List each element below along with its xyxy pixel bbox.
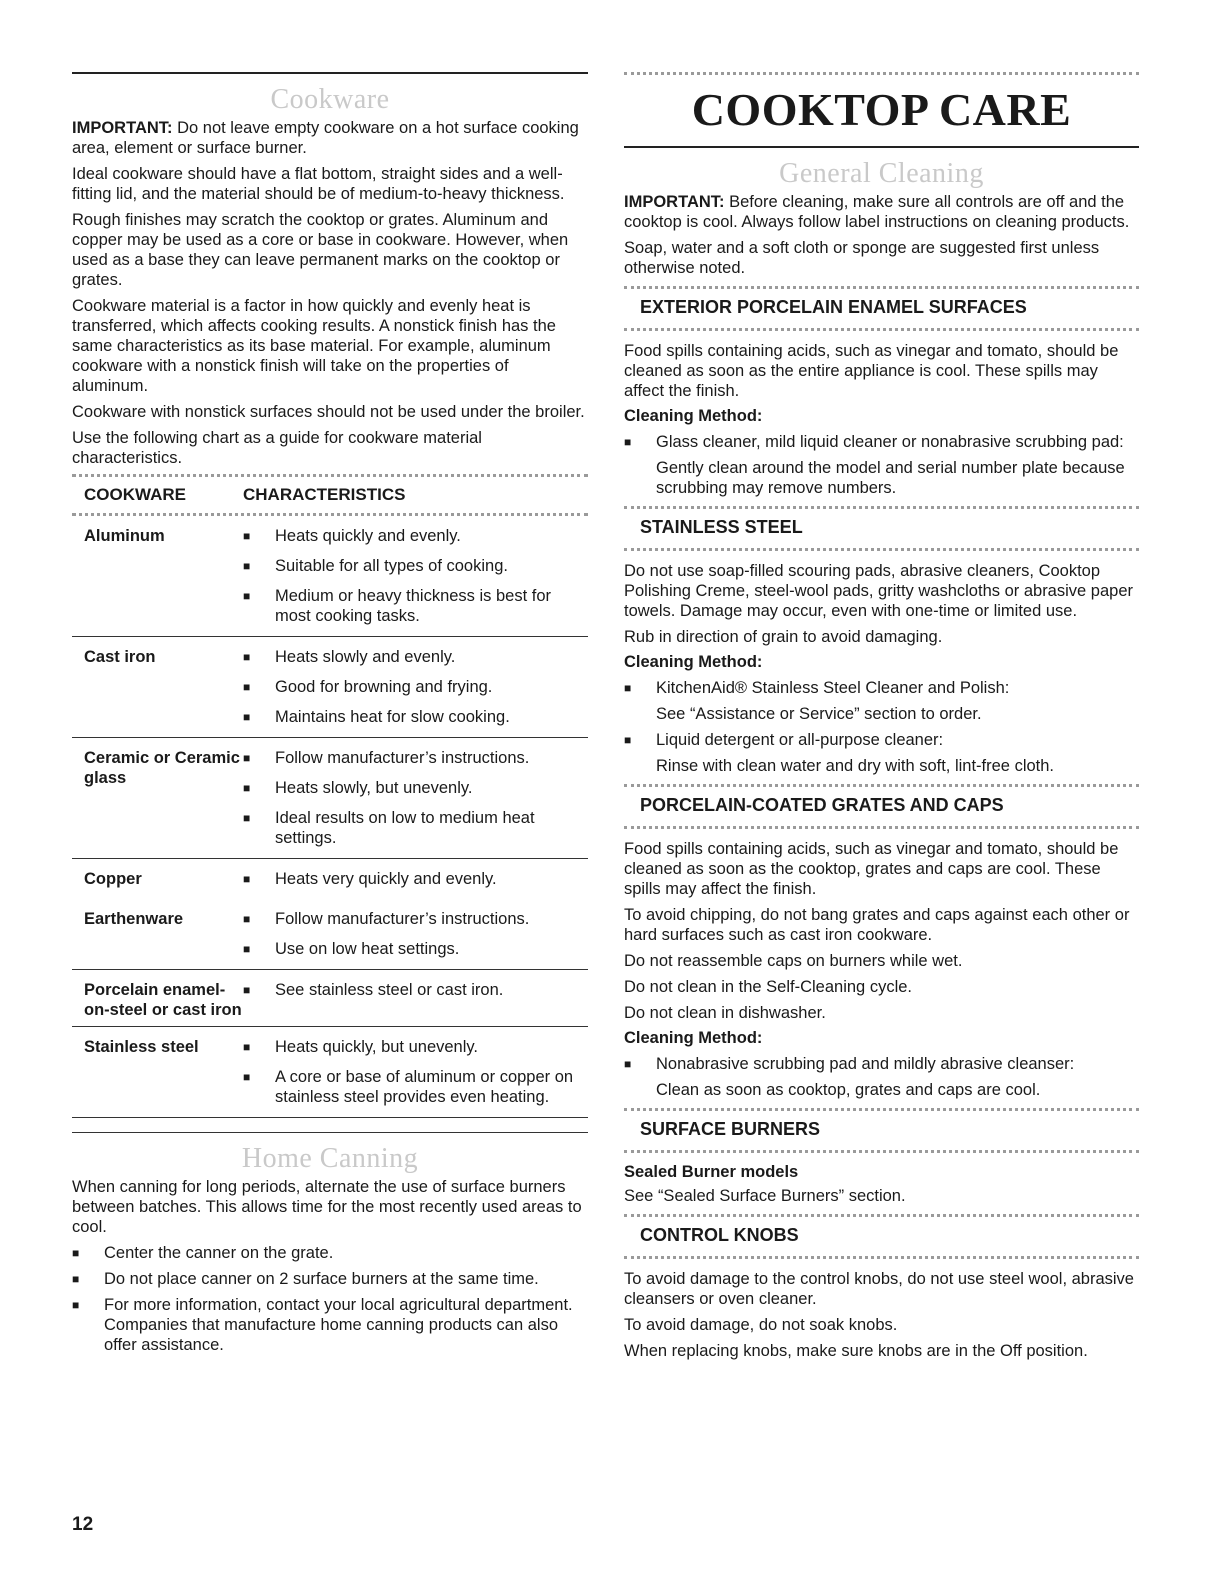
canning-bullet: ■ Do not place canner on 2 surface burners at the same time.	[72, 1269, 588, 1289]
characteristic-item: ■ Ideal results on low to medium heat settings.	[243, 808, 588, 848]
table-row	[72, 1027, 588, 1118]
section-rule	[624, 286, 1139, 289]
top-rule	[72, 72, 588, 74]
knobs-section	[624, 1214, 1139, 1259]
characteristics-list	[243, 1037, 588, 1111]
exterior-paragraph: Food spills containing acids, such as vinegar and tomato, should be cleaned as soon as the entire appliance is cool. These spills may affect the finish.	[624, 342, 1119, 400]
table-row	[72, 970, 588, 1027]
stainless-note: Rinse with clean water and dry with soft, lint-free cloth.	[656, 757, 1055, 775]
cleaning-method-label: Cleaning Method:	[624, 1029, 763, 1047]
important-label: IMPORTANT:	[624, 193, 725, 211]
section-rule	[624, 548, 1139, 551]
canning-paragraph: When canning for long periods, alternate the use of surface burners between batches. This allows time for the most recently used areas to cool.	[72, 1178, 582, 1236]
canning-title: Home Canning	[241, 1143, 419, 1174]
important-label: IMPORTANT:	[72, 119, 173, 137]
section-rule	[624, 328, 1139, 331]
header-cookware: COOKWARE	[84, 485, 186, 504]
grates-paragraph: Do not reassemble caps on burners while wet.	[624, 952, 963, 970]
stainless-paragraph: Rub in direction of grain to avoid damaging.	[624, 628, 943, 646]
table-row	[72, 738, 588, 859]
section-rule	[624, 784, 1139, 787]
grates-paragraph: Food spills containing acids, such as vinegar and tomato, should be cleaned as soon as the cooktop, grates and caps are cool. These spills may affect the finish.	[624, 840, 1119, 898]
cookware-paragraph: Ideal cookware should have a flat bottom, straight sides and a well-fitting lid, and the material should be of medium-to-heavy thickness.	[72, 165, 565, 203]
material-name: Aluminum	[84, 527, 165, 545]
manual-page	[72, 72, 1154, 1552]
characteristic-item: ■ Medium or heavy thickness is best for most cooking tasks.	[243, 586, 588, 626]
table-row	[72, 637, 588, 738]
top-rule-right	[624, 72, 1139, 75]
characteristic-item: ■ Good for browning and frying.	[243, 677, 588, 697]
burners-paragraph: See “Sealed Surface Burners” section.	[624, 1187, 906, 1205]
page-title: COOKTOP CARE	[691, 84, 1072, 135]
canning-bullet: ■ Center the canner on the grate.	[72, 1243, 588, 1263]
material-name: Cast iron	[84, 648, 156, 666]
characteristic-item: ■ Heats quickly and evenly.	[243, 526, 588, 546]
section-rule	[624, 826, 1139, 829]
grates-note: Clean as soon as cooktop, grates and caps are cool.	[656, 1081, 1041, 1099]
knobs-paragraph: To avoid damage to the control knobs, do not use steel wool, abrasive cleansers or oven cleaner.	[624, 1270, 1134, 1308]
grates-section	[624, 784, 1139, 829]
sealed-burner-label: Sealed Burner models	[624, 1163, 799, 1181]
material-name: Copper	[84, 870, 142, 888]
characteristic-item: ■ Suitable for all types of cooking.	[243, 556, 588, 576]
grates-paragraph: Do not clean in dishwasher.	[624, 1004, 826, 1022]
burners-heading: SURFACE BURNERS	[640, 1119, 821, 1139]
material-name: Porcelain enamel-on-steel or cast iron	[84, 981, 242, 1019]
general-important	[624, 192, 1139, 232]
table-row	[72, 899, 588, 970]
stainless-note: See “Assistance or Service” section to order.	[656, 705, 982, 723]
canning-bullet: ■ For more information, contact your local agricultural department. Companies that manufacture home canning products can also offer assistance.	[72, 1295, 588, 1355]
exterior-heading: EXTERIOR PORCELAIN ENAMEL SURFACES	[640, 297, 1027, 317]
characteristics-list	[243, 526, 588, 630]
section-rule	[624, 1256, 1139, 1259]
grates-paragraph: Do not clean in the Self-Cleaning cycle.	[624, 978, 912, 996]
knobs-heading: CONTROL KNOBS	[640, 1225, 799, 1245]
general-cleaning-title: General Cleaning	[779, 158, 984, 189]
section-rule	[624, 1214, 1139, 1217]
cookware-paragraph: Cookware material is a factor in how quickly and evenly heat is transferred, which affects cooking results. A nonstick finish has the same characteristics as its base material. For example, aluminum cookware with a nonstick finish will take on the properties of aluminum.	[72, 297, 556, 395]
table-row	[72, 516, 588, 637]
grates-bullet: ■ Nonabrasive scrubbing pad and mildly abrasive cleanser:	[624, 1054, 1139, 1074]
characteristics-list	[243, 647, 588, 731]
section-rule	[624, 1108, 1139, 1111]
stainless-heading: STAINLESS STEEL	[640, 517, 803, 537]
cookware-paragraph: Use the following chart as a guide for cookware material characteristics.	[72, 429, 482, 467]
table-header	[72, 477, 588, 513]
knobs-paragraph: When replacing knobs, make sure knobs are in the Off position.	[624, 1342, 1088, 1360]
page-number: 12	[72, 1514, 94, 1535]
important-text: Do not leave empty cookware on a hot surface cooking area, element or surface burner.	[72, 119, 579, 157]
exterior-bullet: ■ Glass cleaner, mild liquid cleaner or nonabrasive scrubbing pad:	[624, 432, 1139, 452]
grates-paragraph: To avoid chipping, do not bang grates and caps against each other or hard surfaces such as cast iron cookware.	[624, 906, 1130, 944]
characteristics-list	[243, 980, 588, 1020]
burners-section	[624, 1108, 1139, 1153]
characteristic-item: ■ A core or base of aluminum or copper on stainless steel provides even heating.	[243, 1067, 588, 1107]
cookware-table	[72, 474, 588, 1118]
table-row	[72, 859, 588, 899]
characteristic-item: ■ Heats slowly, but unevenly.	[243, 778, 588, 798]
stainless-section	[624, 506, 1139, 551]
characteristics-list	[243, 869, 588, 893]
grates-heading: PORCELAIN-COATED GRATES AND CAPS	[640, 795, 1004, 815]
material-name: Earthenware	[84, 910, 184, 928]
material-name: Ceramic or Ceramic glass	[84, 749, 240, 787]
exterior-section	[624, 286, 1139, 331]
knobs-paragraph: To avoid damage, do not soak knobs.	[624, 1316, 898, 1334]
cookware-paragraph: Rough finishes may scratch the cooktop or grates. Aluminum and copper may be used as a core or base in cookware. However, when used as a base they can leave permanent marks on the cooktop or grates.	[72, 211, 569, 289]
important-text: Before cleaning, make sure all controls are off and the cooktop is cool. Always follow label instructions on cleaning products.	[624, 193, 1130, 231]
cleaning-method-label: Cleaning Method:	[624, 407, 763, 425]
stainless-bullet: ■ Liquid detergent or all-purpose cleaner:	[624, 730, 1139, 750]
characteristic-item: ■ Follow manufacturer’s instructions.	[243, 748, 588, 768]
characteristic-item: ■ Heats quickly, but unevenly.	[243, 1037, 588, 1057]
stainless-paragraph: Do not use soap-filled scouring pads, abrasive cleaners, Cooktop Polishing Creme, steel-wool pads, gritty washcloths or abrasive paper towels. Damage may occur, even with one-time or limited use.	[624, 562, 1133, 620]
characteristics-list	[243, 748, 588, 852]
cookware-title: Cookware	[270, 84, 390, 115]
characteristic-item: ■ Follow manufacturer’s instructions.	[243, 909, 588, 929]
cookware-important	[72, 118, 588, 158]
characteristic-item: ■ Heats slowly and evenly.	[243, 647, 588, 667]
characteristic-item: ■ Use on low heat settings.	[243, 939, 588, 959]
title-rule	[624, 146, 1139, 148]
characteristic-item: ■ Heats very quickly and evenly.	[243, 869, 588, 889]
general-paragraph: Soap, water and a soft cloth or sponge are suggested first unless otherwise noted.	[624, 239, 1100, 277]
cookware-paragraph: Cookware with nonstick surfaces should not be used under the broiler.	[72, 403, 585, 421]
section-rule	[624, 506, 1139, 509]
stainless-bullet: ■ KitchenAid® Stainless Steel Cleaner and Polish:	[624, 678, 1139, 698]
characteristics-list	[243, 909, 588, 963]
characteristic-item: ■ Maintains heat for slow cooking.	[243, 707, 588, 727]
characteristic-item: ■ See stainless steel or cast iron.	[243, 980, 588, 1000]
cleaning-method-label: Cleaning Method:	[624, 653, 763, 671]
header-characteristics: CHARACTERISTICS	[243, 485, 406, 504]
left-column	[72, 72, 588, 1361]
exterior-note: Gently clean around the model and serial number plate because scrubbing may remove numbers.	[656, 459, 1125, 497]
canning-rule	[72, 1132, 588, 1133]
section-rule	[624, 1150, 1139, 1153]
material-name: Stainless steel	[84, 1038, 199, 1056]
right-column	[624, 72, 1139, 1367]
table-body	[72, 516, 588, 1118]
